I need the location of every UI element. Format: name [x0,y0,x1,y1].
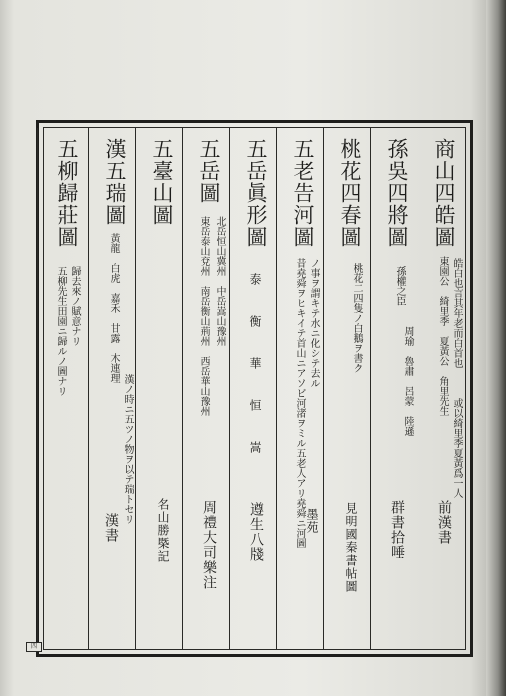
column-8 [88,128,136,649]
column-3 [323,128,371,649]
column-4 [276,128,324,649]
column-6 [182,128,230,649]
column-title: 五岳圖 [197,138,221,204]
column-title: 五臺山圖 [150,138,174,226]
column-title: 孫吳四將圖 [385,138,409,248]
column-source: 漢書 [103,513,119,543]
text-frame [36,120,473,657]
column-source: 群書拾唾 [389,500,405,560]
page-edge [486,0,506,696]
column-source: 名山勝槩記 [156,498,170,563]
column-note: 漢ノ時ニ五ツノ物ヲ以テ瑞トセリ [122,374,133,524]
column-note: 東園公 綺里季 夏黃公 角里先生 [437,256,448,416]
column-title: 五柳歸莊圖 [55,138,79,248]
column-2 [370,128,418,649]
column-title: 漢五瑞圖 [103,138,127,226]
column-source: 遵生八牋 [248,502,264,562]
page-number-box [26,642,42,652]
column-note: 東岳泰山兗州 南岳衡山荊州 西岳華山豫州 [198,216,209,416]
column-note: 或以綺里季夏黃爲一人 [451,398,462,498]
text-frame-inner [43,127,466,650]
column-note: 昔堯舜ヲヒキイテ首山ニアソビ河渚ヲミル五老人アリ堯舜ニ河圖 [294,258,305,548]
column-title: 商山四皓圖 [432,138,456,248]
column-9 [37,128,89,649]
column-note: 五柳先生田園ニ歸ルノ圖ナリ [55,266,66,396]
column-note: 北岳恒山冀州 中岳嵩山豫州 [214,216,225,346]
column-note: 周瑜 魯肅 呂蒙 陸遜 [402,326,413,436]
column-source: 墨苑 [305,508,319,534]
page-number: 四 [30,643,37,650]
column-7 [135,128,183,649]
column-source: 周禮大司樂注 [201,500,217,590]
column-title: 桃花四春圖 [338,138,362,248]
column-note: 黃龍 白虎 嘉禾 甘露 木連理 [108,233,119,383]
column-source: 前漢書 [436,500,452,545]
column-note: 皓白也言其年老而白首也 [451,258,462,368]
column-title: 五岳眞形圖 [244,138,268,248]
column-1 [418,128,465,649]
column-note: 孫權之臣 [394,266,405,306]
column-note: 泰 衡 華 恒 嵩 [248,273,262,462]
column-note: 歸去來ノ賦意ナリ [69,266,80,346]
column-source: 見明國秦書帖圖 [344,502,358,593]
column-note: 桃花二四隻ノ白鵝ヲ書ク [351,263,362,373]
column-note: ノ事ヲ謂キテ水ニ化シテ去ル [308,258,319,388]
column-title: 五老告河圖 [291,138,315,248]
column-5 [229,128,277,649]
